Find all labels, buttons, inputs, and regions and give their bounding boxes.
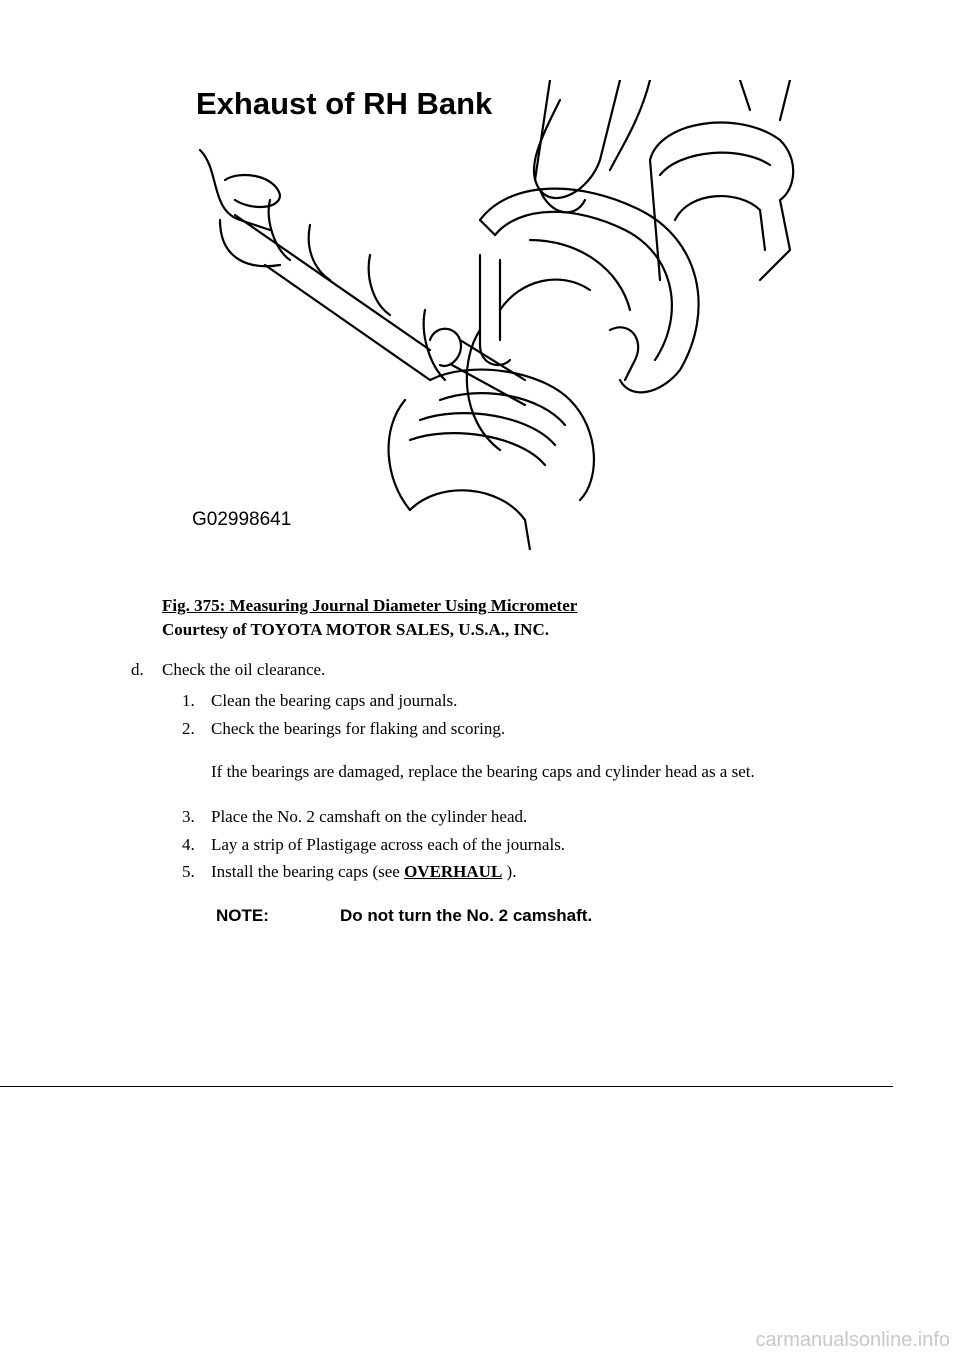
substep-text-before: Install the bearing caps (see xyxy=(211,862,405,881)
note-label: NOTE: xyxy=(216,906,269,925)
list-item xyxy=(182,719,505,739)
list-item xyxy=(182,862,516,882)
substep-text: Lay a strip of Plastigage across each of the journals. xyxy=(211,835,566,854)
substep-number: 4. xyxy=(182,835,195,854)
figure-caption-title[interactable]: Fig. 375: Measuring Journal Diameter Using Micrometer xyxy=(162,596,578,615)
micrometer-illustration xyxy=(180,80,820,550)
note-box xyxy=(216,906,592,926)
step-d-letter: d. xyxy=(131,660,144,679)
figure-caption-courtesy: Courtesy of TOYOTA MOTOR SALES, U.S.A., INC. xyxy=(162,620,549,639)
figure-image-title: Exhaust of RH Bank xyxy=(196,86,493,121)
micrometer-drawing xyxy=(180,80,820,550)
list-item xyxy=(182,835,565,855)
list-item xyxy=(182,691,457,711)
note-text: Do not turn the No. 2 camshaft. xyxy=(340,906,593,925)
substep-text-after: ). xyxy=(502,862,517,881)
overhaul-link[interactable]: OVERHAUL xyxy=(404,862,503,881)
list-item xyxy=(182,807,527,827)
page-divider xyxy=(0,1086,893,1087)
substep-number: 3. xyxy=(182,807,195,826)
substep-text: Clean the bearing caps and journals. xyxy=(211,691,458,710)
substep-number: 5. xyxy=(182,862,195,881)
substep-text: Check the bearings for flaking and scoring. xyxy=(211,719,506,738)
figure-image-id: G02998641 xyxy=(192,509,292,530)
step-d xyxy=(131,660,325,680)
substep-number: 1. xyxy=(182,691,195,710)
substep-text: Place the No. 2 camshaft on the cylinder head. xyxy=(211,807,528,826)
watermark: carmanualsonline.info xyxy=(755,1329,950,1351)
damage-note: If the bearings are damaged, replace the bearing caps and cylinder head as a set. xyxy=(211,762,755,781)
substep-number: 2. xyxy=(182,719,195,738)
step-d-text: Check the oil clearance. xyxy=(162,660,326,679)
figure-caption xyxy=(162,594,577,642)
